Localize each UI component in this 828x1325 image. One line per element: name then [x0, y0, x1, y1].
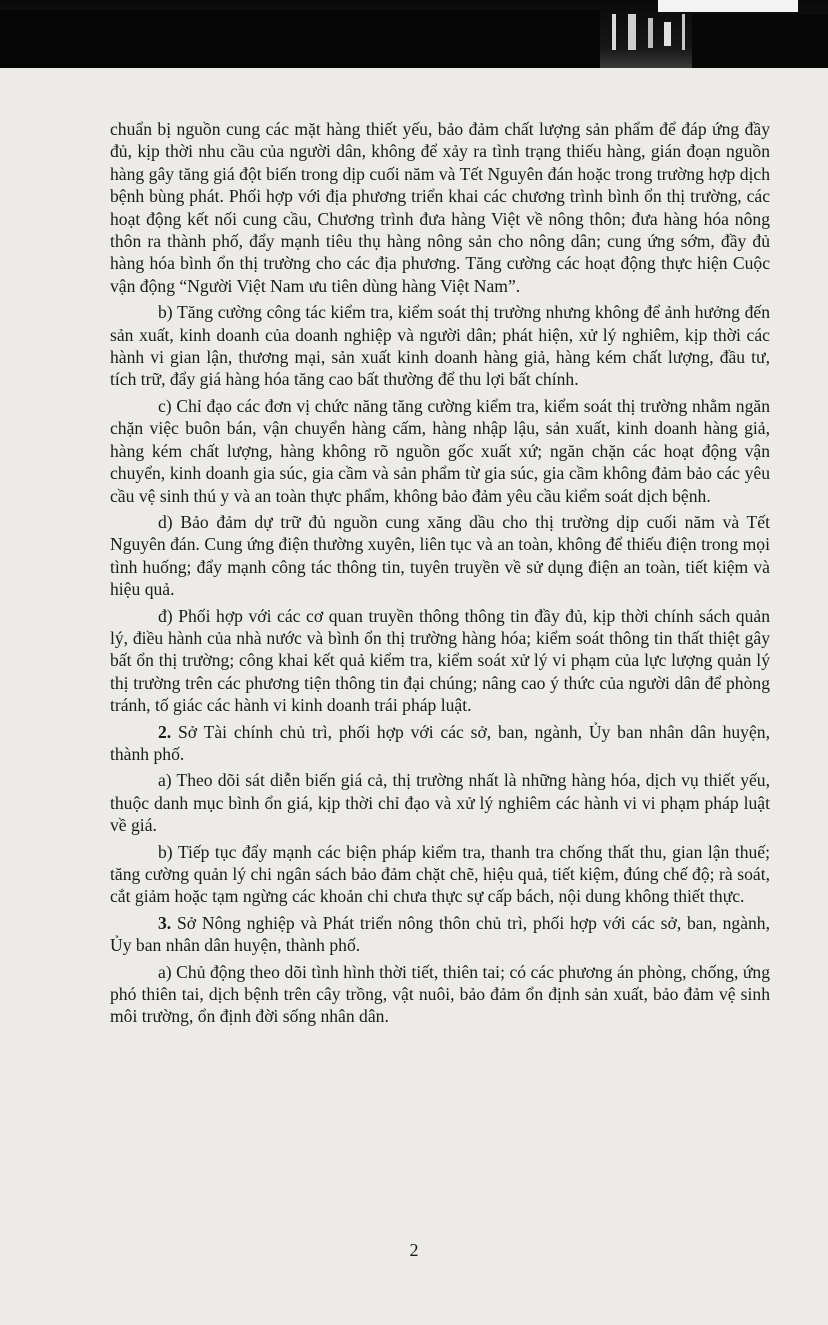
scan-artifact-mark [682, 14, 685, 50]
paragraph-item-a [110, 769, 770, 836]
section-number: 2. [158, 721, 172, 742]
paragraph-item-a [110, 961, 770, 1028]
paragraph-item-d [110, 511, 770, 601]
section-heading-3 [110, 912, 770, 957]
scan-dark-block [692, 14, 828, 68]
page-number: 2 [409, 1240, 419, 1260]
paragraph-text: b) Tăng cường công tác kiểm tra, kiểm soát thị trường nhưng không để ảnh hưởng đến sản xuất, kinh doanh của doanh nghiệp và người dân; phát hiện, xử lý nghiêm, kịp thời các hành vi gian lận, thương mại, sản xuất kinh doanh hàng giả, hàng kém chất lượng, đầu tư, tích trữ, đẩy giá hàng hóa tăng cao bất thường để thu lợi bất chính. [110, 302, 770, 390]
paragraph-text: a) Theo dõi sát diễn biến giá cả, thị trường nhất là những hàng hóa, dịch vụ thiết yếu, thuộc danh mục bình ổn giá, kịp thời chỉ đạo và xử lý nghiêm các hành vi vi phạm pháp luật về giá. [110, 770, 770, 836]
scan-artifact-mark [612, 14, 616, 50]
section-heading-2 [110, 721, 770, 766]
paragraph-text: d) Bảo đảm dự trữ đủ nguồn cung xăng dầu cho thị trường dịp cuối năm và Tết Nguyên đán. Cung ứng điện thường xuyên, liên tục và an toàn, không để thiếu điện trong mọi tình huống; đẩy mạnh công tác thông tin, tuyên truyền về sử dụng điện an toàn, tiết kiệm và hiệu quả. [110, 511, 770, 600]
section-number: 3. [158, 912, 172, 933]
scan-header-band [0, 0, 828, 68]
document-body [110, 118, 770, 1032]
paragraph-text: đ) Phối hợp với các cơ quan truyền thông thông tin đầy đủ, kịp thời chính sách quản lý, điều hành của nhà nước và bình ổn thị trường hàng hóa; kiểm soát thông tin thất thiệt gây bất ổn thị trường; công khai kết quả kiểm tra, kiểm soát xử lý vi phạm của lực lượng quản lý thị trường trên các phương tiện thông tin đại chúng; nâng cao ý thức của người dân để phòng tránh, tố giác các hành vi kinh doanh trái pháp luật. [110, 605, 770, 716]
paragraph-item-b [110, 301, 770, 391]
scan-artifact-mark [664, 22, 671, 46]
paragraph-item-dd [110, 605, 770, 717]
scan-dark-strip [0, 10, 600, 68]
paragraph-text: Sở Nông nghiệp và Phát triển nông thôn chủ trì, phối hợp với các sở, ban, ngành, Ủy ban nhân dân huyện, thành phố. [110, 912, 770, 956]
paragraph-text: chuẩn bị nguồn cung các mặt hàng thiết yếu, bảo đảm chất lượng sản phẩm để đáp ứng đầy đủ, kịp thời nhu cầu của người dân, không để xảy ra tình trạng thiếu hàng, gián đoạn nguồn hàng gây tăng giá đột biến trong dịp cuối năm và Tết Nguyên đán hoặc trong trường hợp dịch bệnh bùng phát. Phối hợp với địa phương triển khai các chương trình bình ổn thị trường, các hoạt động kết nối cung cầu, Chương trình đưa hàng Việt về nông thôn; đưa hàng hóa nông thôn ra thành phố, đẩy mạnh tiêu thụ hàng nông sản cho nông dân; cung ứng sớm, đầy đủ hàng hóa bình ổn thị trường cho các địa phương. Tăng cường các hoạt động thực hiện Cuộc vận động “Người Việt Nam ưu tiên dùng hàng Việt Nam”. [110, 119, 770, 296]
scan-artifact-mark [648, 18, 653, 48]
paragraph-text: Sở Tài chính chủ trì, phối hợp với các sở, ban, ngành, Ủy ban nhân dân huyện, thành phố. [110, 721, 770, 764]
paragraph-continuation [110, 118, 770, 297]
scan-light-notch [658, 0, 798, 12]
paragraph-text: b) Tiếp tục đẩy mạnh các biện pháp kiểm tra, thanh tra chống thất thu, gian lận thuế; tăng cường quản lý chi ngân sách bảo đảm chặt chẽ, hiệu quả, tiết kiệm, đúng chế độ; rà soát, cắt giảm hoặc tạm ngừng các khoản chi chưa thực sự cấp bách, nội dung không thiết thực. [110, 841, 770, 907]
paragraph-item-b [110, 841, 770, 908]
paragraph-text: c) Chỉ đạo các đơn vị chức năng tăng cường kiểm tra, kiểm soát thị trường nhằm ngăn chặn việc buôn bán, vận chuyển hàng cấm, hàng nhập lậu, sản xuất, kinh doanh hàng giả, hàng kém chất lượng, hàng không rõ nguồn gốc xuất xứ; ngăn chặn các hoạt động vận chuyển, kinh doanh gia súc, gia cầm và sản phẩm từ gia súc, gia cầm không đảm bảo các yêu cầu vệ sinh thú y và an toàn thực phẩm, không bảo đảm yêu cầu kiểm soát dịch bệnh. [110, 395, 770, 506]
paragraph-text: a) Chủ động theo dõi tình hình thời tiết, thiên tai; có các phương án phòng, chống, ứng phó thiên tai, dịch bệnh trên cây trồng, vật nuôi, bảo đảm ổn định sản xuất, bảo đảm vệ sinh môi trường, ổn định đời sống nhân dân. [110, 961, 770, 1027]
scan-artifact-mark [628, 14, 636, 50]
paragraph-item-c [110, 395, 770, 507]
